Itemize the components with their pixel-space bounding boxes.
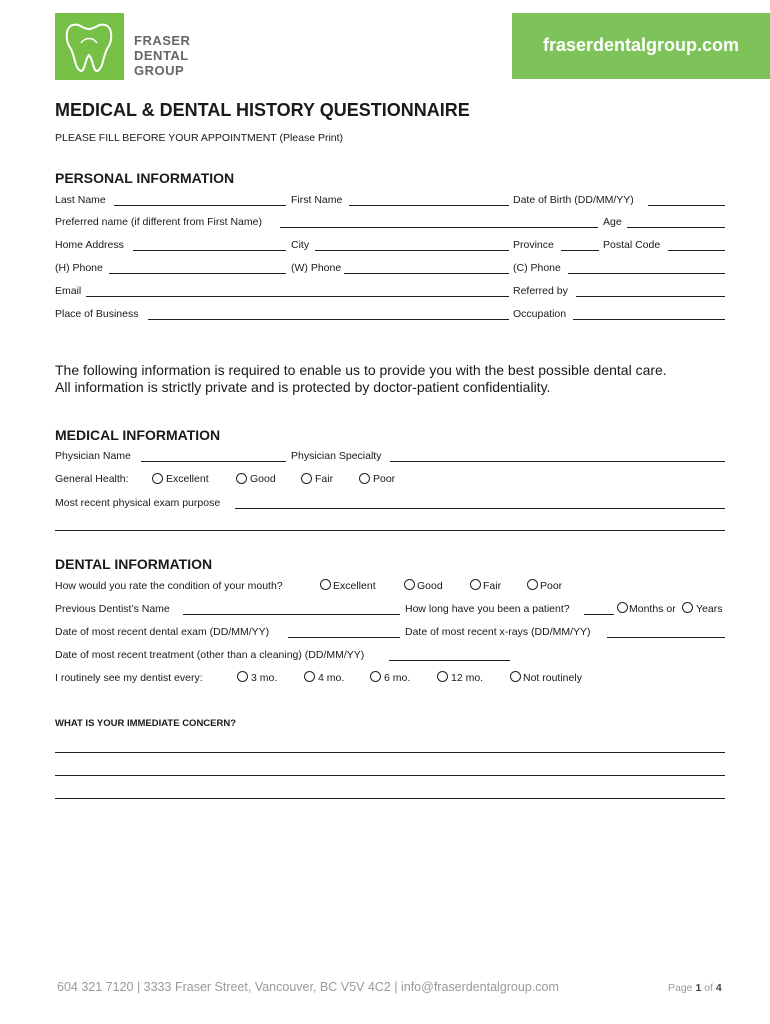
physician-name-label: Physician Name bbox=[55, 450, 131, 462]
city-label: City bbox=[291, 239, 310, 251]
condition-poor-radio[interactable] bbox=[527, 579, 538, 590]
logo-line: DENTAL bbox=[134, 48, 189, 63]
email-field[interactable] bbox=[86, 296, 509, 297]
health-option-label: Excellent bbox=[166, 473, 209, 485]
routine-3mo-radio[interactable] bbox=[237, 671, 248, 682]
first-name-label: First Name bbox=[291, 194, 343, 206]
h-phone-label: (H) Phone bbox=[55, 262, 103, 274]
form-title: MEDICAL & DENTAL HISTORY QUESTIONNAIRE bbox=[55, 100, 470, 120]
logo-mark bbox=[55, 13, 124, 80]
previous-dentist-label: Previous Dentist’s Name bbox=[55, 603, 170, 615]
dob-field[interactable] bbox=[648, 205, 725, 206]
home-address-field[interactable] bbox=[133, 250, 286, 251]
age-field[interactable] bbox=[627, 227, 725, 228]
w-phone-field[interactable] bbox=[344, 273, 509, 274]
condition-option-label: Good bbox=[417, 580, 443, 592]
exam-purpose-field-line2[interactable] bbox=[55, 530, 725, 531]
physician-specialty-label: Physician Specialty bbox=[291, 450, 382, 462]
routine-option-label: Not routinely bbox=[523, 672, 582, 684]
health-poor-radio[interactable] bbox=[359, 473, 370, 484]
recent-exam-field[interactable] bbox=[288, 637, 400, 638]
previous-dentist-field[interactable] bbox=[183, 614, 400, 615]
duration-months-radio[interactable] bbox=[617, 602, 628, 613]
website-banner bbox=[512, 13, 770, 79]
city-field[interactable] bbox=[315, 250, 509, 251]
condition-option-label: Poor bbox=[540, 580, 563, 592]
recent-treatment-label: Date of most recent treatment (other than a cleaning) (DD/MM/YY) bbox=[55, 649, 365, 661]
logo-line: FRASER bbox=[134, 33, 191, 48]
condition-option-label: Fair bbox=[483, 580, 502, 592]
patient-duration-field[interactable] bbox=[584, 614, 614, 615]
health-option-label: Poor bbox=[373, 473, 396, 485]
condition-option-label: Excellent bbox=[333, 580, 376, 592]
h-phone-field[interactable] bbox=[109, 273, 286, 274]
routine-option-label: 12 mo. bbox=[451, 672, 484, 684]
condition-fair-radio[interactable] bbox=[470, 579, 481, 590]
recent-treatment-field[interactable] bbox=[389, 660, 510, 661]
confidentiality-notice bbox=[55, 362, 667, 396]
health-option-label: Good bbox=[250, 473, 276, 485]
last-name-label: Last Name bbox=[55, 194, 106, 206]
routine-option-label: 4 mo. bbox=[318, 672, 345, 684]
routine-option-label: 3 mo. bbox=[251, 672, 278, 684]
medical-heading: MEDICAL INFORMATION bbox=[55, 427, 221, 443]
health-good-radio[interactable] bbox=[236, 473, 247, 484]
dob-label: Date of Birth (DD/MM/YY) bbox=[513, 194, 634, 206]
recent-exam-label: Date of most recent dental exam (DD/MM/YY) bbox=[55, 626, 270, 638]
w-phone-label: (W) Phone bbox=[291, 262, 342, 274]
page-current: 1 bbox=[695, 982, 702, 994]
routine-not-radio[interactable] bbox=[510, 671, 521, 682]
logo-line: GROUP bbox=[134, 63, 185, 78]
occupation-field[interactable] bbox=[573, 319, 725, 320]
exam-purpose-label: Most recent physical exam purpose bbox=[55, 497, 221, 509]
personal-heading: PERSONAL INFORMATION bbox=[55, 170, 235, 186]
email-label: Email bbox=[55, 285, 82, 297]
duration-years-radio[interactable] bbox=[682, 602, 693, 613]
c-phone-label: (C) Phone bbox=[513, 262, 561, 274]
home-address-label: Home Address bbox=[55, 239, 124, 251]
postal-code-field[interactable] bbox=[668, 250, 725, 251]
months-or-label: Months or bbox=[629, 603, 676, 615]
last-name-field[interactable] bbox=[114, 205, 286, 206]
routine-question: I routinely see my dentist every: bbox=[55, 672, 203, 684]
physician-name-field[interactable] bbox=[141, 461, 286, 462]
occupation-label: Occupation bbox=[513, 308, 567, 320]
first-name-field[interactable] bbox=[349, 205, 509, 206]
condition-excellent-radio[interactable] bbox=[320, 579, 331, 590]
page-number bbox=[668, 982, 722, 994]
concern-heading: WHAT IS YOUR IMMEDIATE CONCERN? bbox=[55, 718, 237, 729]
recent-xrays-label: Date of most recent x-rays (DD/MM/YY) bbox=[405, 626, 591, 638]
health-excellent-radio[interactable] bbox=[152, 473, 163, 484]
notice-line: The following information is required to enable us to provide you with the best possible dental care. bbox=[55, 362, 667, 378]
condition-good-radio[interactable] bbox=[404, 579, 415, 590]
province-field[interactable] bbox=[561, 250, 599, 251]
page-of: of bbox=[704, 982, 713, 994]
postal-code-label: Postal Code bbox=[603, 239, 661, 251]
patient-duration-label: How long have you been a patient? bbox=[405, 603, 570, 615]
notice-line: All information is strictly private and is protected by doctor-patient confidentiality. bbox=[55, 379, 551, 395]
concern-field-line3[interactable] bbox=[55, 798, 725, 799]
preferred-name-label: Preferred name (if different from First Name) bbox=[55, 216, 262, 228]
routine-12mo-radio[interactable] bbox=[437, 671, 448, 682]
general-health-label: General Health: bbox=[55, 473, 129, 485]
referred-by-field[interactable] bbox=[576, 296, 725, 297]
recent-xrays-field[interactable] bbox=[607, 637, 725, 638]
page-total: 4 bbox=[715, 982, 722, 994]
c-phone-field[interactable] bbox=[568, 273, 725, 274]
routine-4mo-radio[interactable] bbox=[304, 671, 315, 682]
age-label: Age bbox=[603, 216, 622, 228]
logo-wordmark bbox=[134, 33, 190, 78]
footer-contact: 604 321 7120 | 3333 Fraser Street, Vancouver, BC V5V 4C2 | info@fraserdentalgroup.com bbox=[57, 980, 559, 994]
dental-heading: DENTAL INFORMATION bbox=[55, 556, 213, 572]
health-fair-radio[interactable] bbox=[301, 473, 312, 484]
concern-field-line2[interactable] bbox=[55, 775, 725, 776]
place-of-business-label: Place of Business bbox=[55, 308, 139, 320]
health-option-label: Fair bbox=[315, 473, 334, 485]
province-label: Province bbox=[513, 239, 554, 251]
years-label: Years bbox=[696, 603, 723, 615]
concern-field-line1[interactable] bbox=[55, 752, 725, 753]
website-url[interactable]: fraserdentalgroup.com bbox=[542, 35, 740, 55]
routine-option-label: 6 mo. bbox=[384, 672, 411, 684]
exam-purpose-field[interactable] bbox=[235, 508, 725, 509]
physician-specialty-field[interactable] bbox=[390, 461, 725, 462]
routine-6mo-radio[interactable] bbox=[370, 671, 381, 682]
preferred-name-field[interactable] bbox=[280, 227, 598, 228]
form-subtitle: PLEASE FILL BEFORE YOUR APPOINTMENT (Please Print) bbox=[55, 132, 344, 144]
referred-by-label: Referred by bbox=[513, 285, 568, 297]
page-prefix: Page bbox=[668, 982, 693, 994]
condition-question: How would you rate the condition of your mouth? bbox=[55, 580, 283, 592]
tooth-logo-icon bbox=[55, 13, 124, 80]
place-of-business-field[interactable] bbox=[148, 319, 509, 320]
